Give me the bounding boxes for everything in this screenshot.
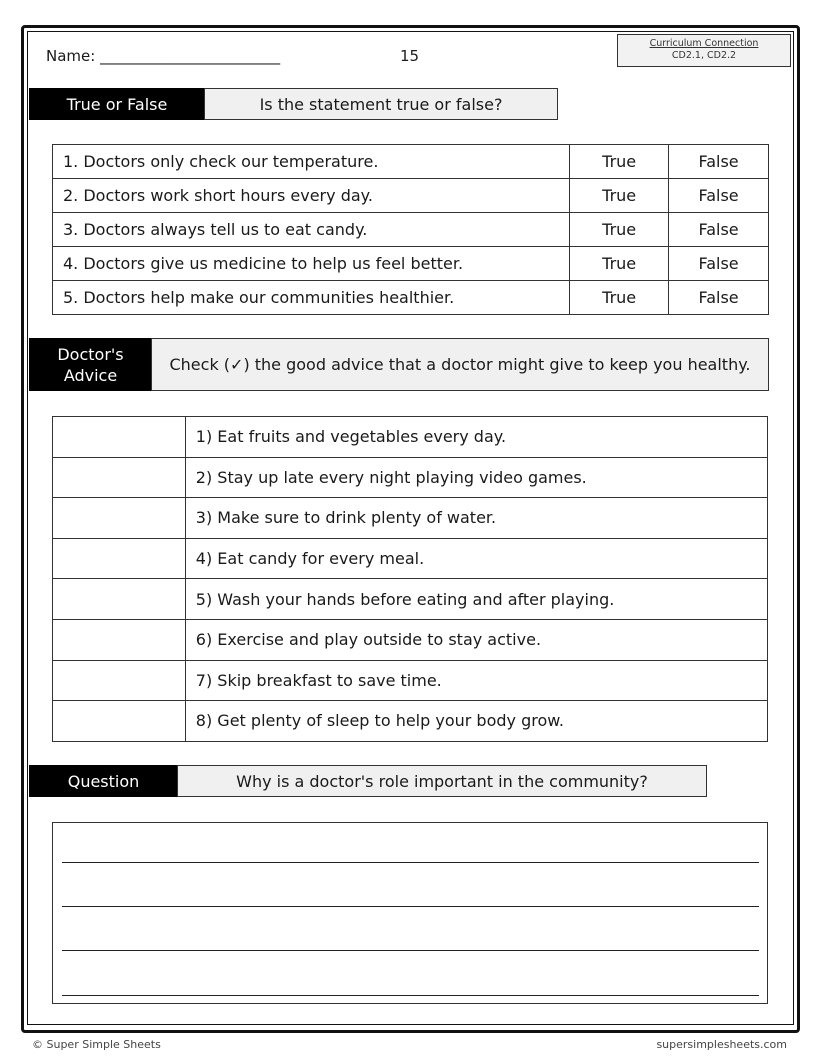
table-row: [53, 145, 769, 179]
statement: 1. Doctors only check our temperature.: [53, 145, 570, 179]
false-option[interactable]: False: [669, 247, 769, 281]
table-row: [53, 538, 768, 579]
table-row: [53, 498, 768, 539]
true-option[interactable]: True: [570, 145, 669, 179]
check-box[interactable]: [53, 417, 186, 458]
check-box[interactable]: [53, 619, 186, 660]
curriculum-title: Curriculum Connection: [649, 38, 759, 49]
true-option[interactable]: True: [570, 213, 669, 247]
table-row: [53, 619, 768, 660]
advice-item: 3) Make sure to drink plenty of water.: [185, 498, 767, 539]
check-box[interactable]: [53, 457, 186, 498]
website-link[interactable]: supersimplesheets.com: [656, 1038, 787, 1051]
answer-box[interactable]: [52, 822, 768, 1004]
advice-item: 4) Eat candy for every meal.: [185, 538, 767, 579]
check-box[interactable]: [53, 579, 186, 620]
statement: 3. Doctors always tell us to eat candy.: [53, 213, 570, 247]
answer-line: [62, 950, 759, 951]
statement: 5. Doctors help make our communities healthier.: [53, 281, 570, 315]
advice-label-line2: Advice: [63, 365, 118, 385]
table-row: [53, 579, 768, 620]
statement: 4. Doctors give us medicine to help us feel better.: [53, 247, 570, 281]
answer-line: [62, 995, 759, 996]
answer-line: [62, 906, 759, 907]
table-row: [53, 660, 768, 701]
advice-item: 5) Wash your hands before eating and after playing.: [185, 579, 767, 620]
table-row: [53, 701, 768, 742]
advice-label-line1: Doctor's: [57, 344, 124, 364]
true-false-prompt: Is the statement true or false?: [204, 88, 558, 120]
false-option[interactable]: False: [669, 145, 769, 179]
curriculum-connection-box: [617, 34, 791, 67]
check-box[interactable]: [53, 538, 186, 579]
check-box[interactable]: [53, 660, 186, 701]
advice-item: 8) Get plenty of sleep to help your body grow.: [185, 701, 767, 742]
advice-item: 1) Eat fruits and vegetables every day.: [185, 417, 767, 458]
table-row: [53, 247, 769, 281]
true-false-table: [52, 144, 769, 315]
check-box[interactable]: [53, 498, 186, 539]
check-box[interactable]: [53, 701, 186, 742]
question-prompt: Why is a doctor's role important in the community?: [177, 765, 707, 797]
advice-item: 7) Skip breakfast to save time.: [185, 660, 767, 701]
curriculum-codes: CD2.1, CD2.2: [671, 50, 737, 61]
table-row: [53, 281, 769, 315]
true-option[interactable]: True: [570, 179, 669, 213]
answer-line: [62, 862, 759, 863]
advice-prompt: Check (✓) the good advice that a doctor might give to keep you healthy.: [151, 338, 769, 391]
advice-item: 6) Exercise and play outside to stay active.: [185, 619, 767, 660]
true-option[interactable]: True: [570, 247, 669, 281]
table-row: [53, 457, 768, 498]
advice-item: 2) Stay up late every night playing video games.: [185, 457, 767, 498]
copyright: © Super Simple Sheets: [32, 1038, 161, 1051]
table-row: [53, 213, 769, 247]
false-option[interactable]: False: [669, 213, 769, 247]
advice-table: [52, 416, 768, 742]
true-false-section-label: True or False: [29, 88, 205, 120]
table-row: [53, 179, 769, 213]
table-row: [53, 417, 768, 458]
false-option[interactable]: False: [669, 281, 769, 315]
false-option[interactable]: False: [669, 179, 769, 213]
statement: 2. Doctors work short hours every day.: [53, 179, 570, 213]
question-section-label: Question: [29, 765, 178, 797]
page-number: 15: [400, 47, 420, 65]
advice-section-label: [29, 338, 152, 391]
name-field[interactable]: Name: ________________________: [46, 47, 281, 65]
true-option[interactable]: True: [570, 281, 669, 315]
